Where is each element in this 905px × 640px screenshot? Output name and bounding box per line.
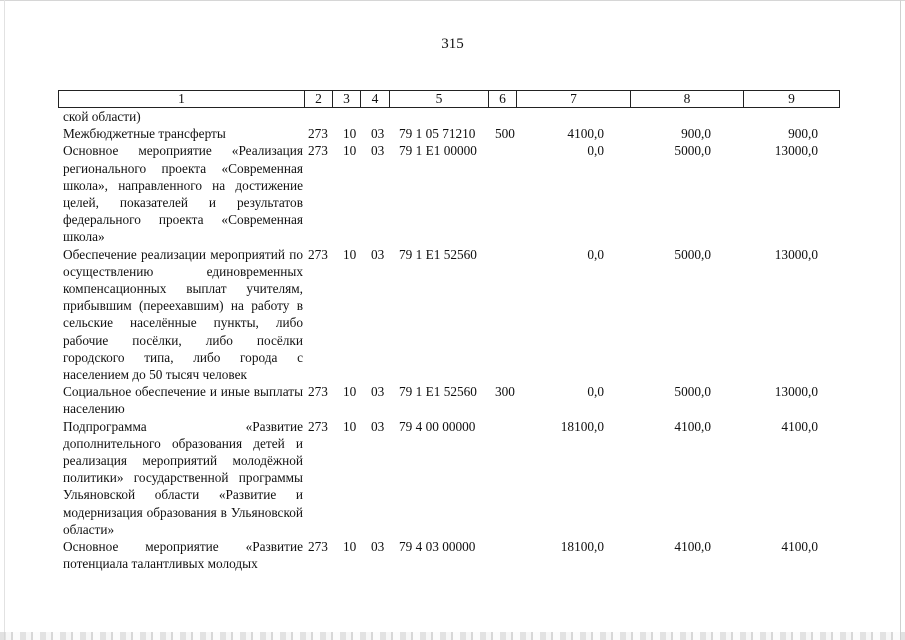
table-row <box>58 108 839 125</box>
cell-col-5: 79 1 05 71210 <box>399 126 476 142</box>
cell-col-7: 18100,0 <box>560 539 604 555</box>
table-row <box>58 125 839 142</box>
table-body <box>58 108 839 572</box>
cell-col-9: 13000,0 <box>774 246 818 262</box>
cell-col-2: 273 <box>308 539 328 555</box>
cell-col-7: 4100,0 <box>567 126 604 142</box>
cell-col-3: 10 <box>343 246 357 262</box>
page-number: 315 <box>441 36 464 52</box>
table-row <box>58 246 839 384</box>
cell-col-9: 13000,0 <box>774 143 818 159</box>
cell-col-3: 10 <box>343 143 357 159</box>
table-row <box>58 538 839 572</box>
cell-col-4: 03 <box>371 126 385 142</box>
column-header-3: 3 <box>333 91 361 108</box>
cell-col-4: 03 <box>371 418 385 434</box>
cell-col-7: 18100,0 <box>560 418 604 434</box>
row-description: Подпрограмма «Развитие дополнительного образования детей и реализация мероприятий молодёжной политики» государственной программы Ульяновской области «Развитие и модернизация образования в Ульяновской области» <box>63 418 303 537</box>
cell-col-7: 0,0 <box>587 246 604 262</box>
column-header-1: 1 <box>59 91 305 108</box>
row-description: Социальное обеспечение и иные выплаты населению <box>63 384 303 417</box>
column-header-2: 2 <box>305 91 333 108</box>
cell-col-8: 4100,0 <box>674 418 711 434</box>
cell-col-8: 5000,0 <box>674 384 711 400</box>
cell-col-8: 5000,0 <box>674 143 711 159</box>
cell-col-4: 03 <box>371 246 385 262</box>
row-description: Обеспечение реализации мероприятий по осуществлению единовременных компенсационных выплат учителям, прибывшим (переехавшим) на работу в сельские населённые пункты, либо рабочие посёлки, либо посёлки городского типа, либо города с населением до 50 тысяч человек <box>63 246 303 383</box>
cell-col-4: 03 <box>371 539 385 555</box>
cell-col-9: 4100,0 <box>781 418 818 434</box>
cell-col-2: 273 <box>308 384 328 400</box>
column-header-table <box>58 90 840 108</box>
scan-artifact-strip <box>0 632 905 640</box>
cell-col-9: 13000,0 <box>774 384 818 400</box>
column-header-6: 6 <box>489 91 517 108</box>
column-header-8: 8 <box>631 91 744 108</box>
cell-col-8: 4100,0 <box>674 539 711 555</box>
cell-col-4: 03 <box>371 143 385 159</box>
column-header-7: 7 <box>517 91 631 108</box>
table-row <box>58 383 839 417</box>
column-header-row <box>59 91 840 108</box>
cell-col-2: 273 <box>308 418 328 434</box>
page-right-edge <box>900 0 901 640</box>
cell-col-3: 10 <box>343 384 357 400</box>
cell-col-3: 10 <box>343 539 357 555</box>
cell-col-7: 0,0 <box>587 143 604 159</box>
cell-col-5: 79 1 E1 52560 <box>399 246 477 262</box>
cell-col-2: 273 <box>308 126 328 142</box>
cell-col-8: 5000,0 <box>674 246 711 262</box>
column-header-9: 9 <box>744 91 840 108</box>
cell-col-5: 79 4 00 00000 <box>399 418 476 434</box>
cell-col-5: 79 1 E1 00000 <box>399 143 477 159</box>
row-description: Основное мероприятие «Реализация регионального проекта «Современная школа», направленного на достижение целей, показателей и результатов федерального проекта «Современная школа» <box>63 143 303 245</box>
row-description: Межбюджетные трансферты <box>63 126 226 142</box>
cell-col-8: 900,0 <box>681 126 711 142</box>
column-header-4: 4 <box>361 91 390 108</box>
cell-col-9: 4100,0 <box>781 539 818 555</box>
cell-col-7: 0,0 <box>587 384 604 400</box>
table-row <box>58 418 839 538</box>
cell-col-5: 79 1 E1 52560 <box>399 384 477 400</box>
cell-col-6: 300 <box>495 384 515 400</box>
row-description: ской области) <box>63 109 141 124</box>
column-header-5: 5 <box>390 91 489 108</box>
cell-col-9: 900,0 <box>788 126 818 142</box>
cell-col-3: 10 <box>343 418 357 434</box>
cell-col-5: 79 4 03 00000 <box>399 539 476 555</box>
cell-col-3: 10 <box>343 126 357 142</box>
cell-col-2: 273 <box>308 143 328 159</box>
table-row <box>58 142 839 245</box>
cell-col-4: 03 <box>371 384 385 400</box>
row-description: Основное мероприятие «Развитие потенциала талантливых молодых <box>63 539 303 572</box>
cell-col-6: 500 <box>495 126 515 142</box>
cell-col-2: 273 <box>308 246 328 262</box>
page-top-edge <box>0 0 905 1</box>
page-left-edge <box>4 0 5 640</box>
